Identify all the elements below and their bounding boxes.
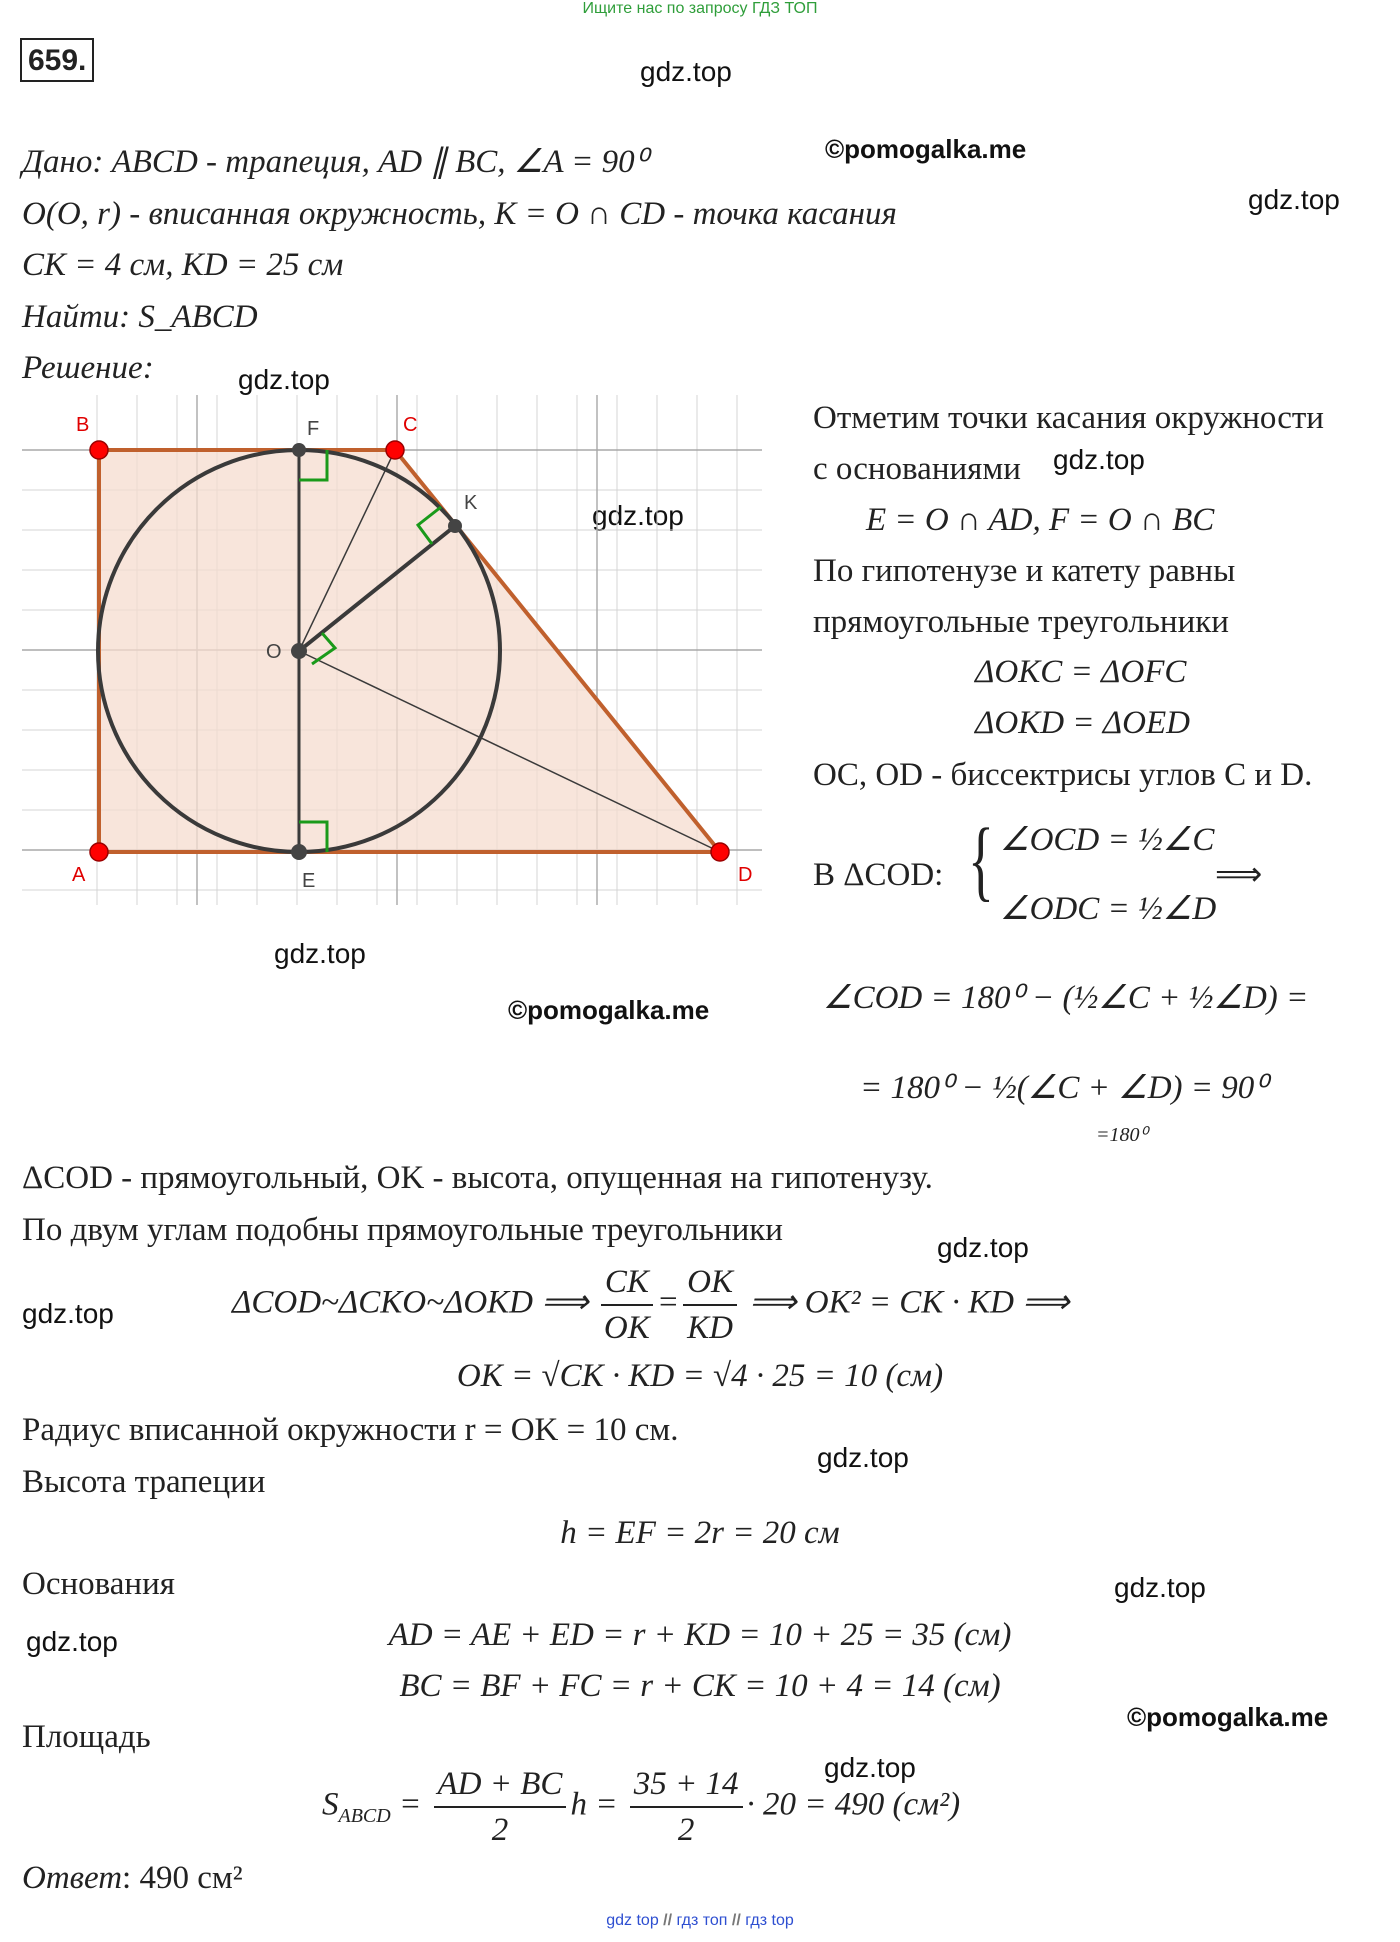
body-p4: Высота трапеции (22, 1464, 266, 1500)
point-a (90, 843, 108, 861)
right-eq-tangent-points: E = O ∩ AD, F = O ∩ BC (866, 502, 1215, 538)
system-implies: ⟹ (1215, 857, 1263, 893)
given-line-1 (22, 142, 648, 182)
given-line-2: O(O, r) - вписанная окружность, K = O ∩ CD - точка касания (22, 196, 897, 232)
fraction-bases (434, 1762, 567, 1852)
label-c: C (403, 414, 418, 436)
eq-ok-value: OK = √CK · KD = √4 · 25 = 10 (см) (456, 1358, 944, 1394)
watermark-pomogalka: ©pomogalka.me (508, 995, 710, 1025)
right-text-bisectors: OC, OD - биссектрисы углов C и D. (813, 757, 1313, 793)
body-p2: По двум углам подобны прямоугольные треугольники (22, 1212, 783, 1248)
watermark-gdz: gdz.top (640, 56, 732, 87)
label-o: O (266, 641, 282, 663)
eq-height: h = EF = 2r = 20 см (560, 1515, 840, 1551)
area-subscript: ABCD (338, 1805, 391, 1828)
right-eq-okd: ΔOKD = ΔOED (975, 705, 1190, 741)
bottom-links (0, 1912, 1400, 1930)
right-eq-cod-2: = 180⁰ − ½(∠C + ∠D) = 90⁰ (860, 1070, 1268, 1106)
point-k (448, 519, 462, 533)
system-brace: { (968, 811, 994, 910)
area-symbol: S (322, 1786, 339, 1823)
point-d (711, 843, 729, 861)
point-o (291, 643, 307, 659)
right-text-1: Отметим точки касания окружности (813, 400, 1324, 436)
right-text-5: прямоугольные треугольники (813, 604, 1229, 640)
area-equation: $S_{ABCD}$ = $\frac{AD + BC}{2}$ h = $\frac{35 + 14}{2}$ · 20 = 490 (см²) (322, 1762, 960, 1852)
frac-den: KD (687, 1310, 733, 1346)
right-text-4: По гипотенузе и катету равны (813, 553, 1236, 589)
frac-den: 2 (677, 1812, 695, 1848)
watermark-gdz: gdz.top (592, 500, 684, 531)
given-line-3: CK = 4 см, KD = 25 см (22, 247, 344, 283)
watermark-gdz: gdz.top (238, 364, 330, 395)
frac-den: 2 (491, 1812, 509, 1848)
given-text-1: : ABCD - трапеция, AD ∥ BC, ∠A = 90⁰ (92, 144, 648, 180)
separator: // (663, 1912, 677, 1929)
system-eq-1: ∠OCD = ½∠C (1000, 822, 1215, 858)
fraction-ck-ok (601, 1260, 653, 1350)
frac-num: 35 + 14 (630, 1762, 743, 1808)
watermark-gdz: gdz.top (1114, 1572, 1206, 1603)
point-c (386, 441, 404, 459)
bottom-link-2[interactable]: гдз топ (676, 1912, 728, 1929)
frac-num: OK (683, 1260, 737, 1306)
label-k: K (464, 492, 478, 514)
body-p3: Радиус вписанной окружности r = OK = 10 см. (22, 1412, 679, 1448)
watermark-pomogalka: ©pomogalka.me (1127, 1702, 1329, 1732)
answer-label: Ответ (22, 1860, 123, 1896)
watermark-gdz: gdz.top (1053, 444, 1145, 475)
fraction-values (630, 1762, 743, 1852)
label-b: B (76, 414, 90, 436)
watermark-gdz: gdz.top (937, 1232, 1029, 1263)
watermark-gdz: gdz.top (22, 1298, 114, 1329)
right-cod-label: В ΔCOD: (813, 857, 944, 893)
trapezoid-figure (22, 395, 762, 905)
solution-label: Решение: (22, 350, 154, 386)
similarity-equation: ΔCOD~ΔCKO~ΔOKD ⟹ $\frac{CK}{OK}$ = $\frac{OK}{KD}$ ⟹ OK² = CK · KD ⟹ (232, 1260, 1069, 1350)
point-e (291, 844, 307, 860)
answer-line (22, 1858, 243, 1898)
top-banner[interactable]: Ищите нас по запросу ГДЗ ТОП (582, 0, 818, 17)
watermark-gdz: gdz.top (817, 1442, 909, 1473)
right-eq-cod-1: ∠COD = 180⁰ − (½∠C + ½∠D) = (823, 980, 1309, 1016)
bottom-link-1[interactable]: gdz top (606, 1912, 659, 1929)
answer-value: : 490 см² (122, 1860, 243, 1896)
find-value: : S_ABCD (119, 299, 258, 335)
frac-den: OK (603, 1310, 650, 1346)
point-b (90, 441, 108, 459)
given-label: Дано (22, 144, 93, 180)
area-mid: h = (570, 1786, 618, 1823)
system-eq-2: ∠ODC = ½∠D (1000, 891, 1217, 927)
frac-num: CK (601, 1260, 653, 1306)
watermark-gdz: gdz.top (1248, 184, 1340, 215)
right-text-2: с основаниями (813, 451, 1021, 487)
bottom-link-3[interactable]: гдз top (745, 1912, 794, 1929)
label-a: A (72, 864, 86, 886)
label-d: D (738, 864, 753, 886)
point-f (292, 443, 306, 457)
area-right: · 20 = 490 (см²) (746, 1786, 961, 1823)
fraction-ok-kd (683, 1260, 737, 1350)
eq-ad: AD = AE + ED = r + KD = 10 + 25 = 35 (см) (388, 1617, 1012, 1653)
similarity-right: ⟹ OK² = CK · KD ⟹ (749, 1284, 1070, 1321)
problem-number: 659. (20, 38, 94, 82)
frac-num: AD + BC (434, 1762, 567, 1808)
watermark-gdz: gdz.top (824, 1752, 916, 1783)
watermark-gdz: gdz.top (274, 938, 366, 969)
similarity-left: ΔCOD~ΔCKO~ΔOKD ⟹ (232, 1284, 589, 1321)
label-f: F (307, 418, 320, 440)
underbrace-label: =180⁰ (1096, 1124, 1148, 1146)
body-p1: ΔCOD - прямоугольный, OK - высота, опущенная на гипотенузу. (22, 1160, 933, 1196)
label-e: E (302, 870, 316, 892)
trapezoid-abcd (99, 450, 720, 852)
watermark-pomogalka: ©pomogalka.me (825, 134, 1027, 164)
find-label: Найти (22, 299, 120, 335)
find-line (22, 297, 258, 337)
watermark-gdz: gdz.top (26, 1626, 118, 1657)
separator: // (731, 1912, 746, 1929)
eq-bc: BC = BF + FC = r + CK = 10 + 4 = 14 (см) (399, 1668, 1001, 1704)
right-eq-okc: ΔOKC = ΔOFC (975, 654, 1187, 690)
body-p6: Площадь (22, 1719, 151, 1755)
body-p5: Основания (22, 1566, 175, 1602)
